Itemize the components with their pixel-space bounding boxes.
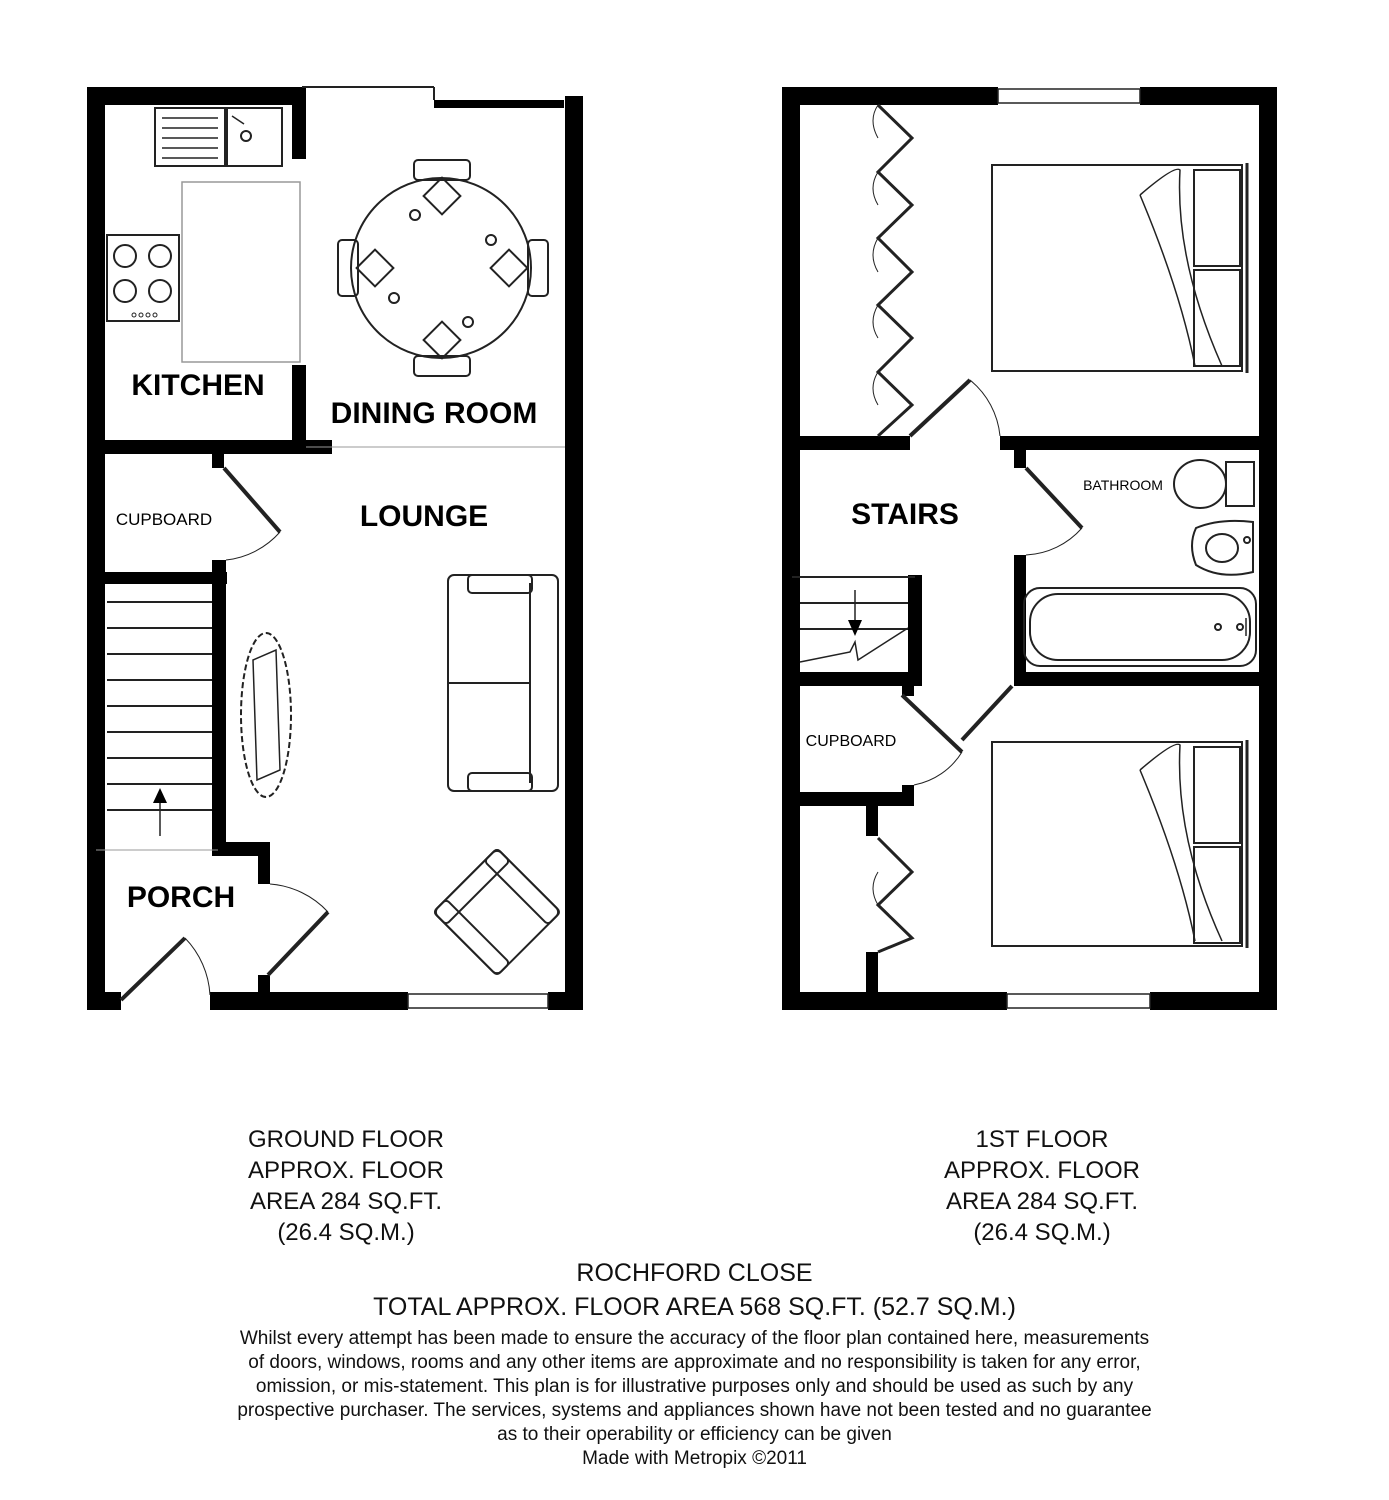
area-line: APPROX. FLOOR xyxy=(943,1157,1141,1184)
stairs-landing-door xyxy=(962,686,1012,740)
area-line: (26.4 SQ.M.) xyxy=(277,1219,415,1246)
bedroom2-window xyxy=(1007,994,1150,1008)
wardrobe2-wall-bottom xyxy=(866,952,878,992)
property-name: ROCHFORD CLOSE xyxy=(576,1259,813,1287)
disclaimer-line: Whilst every attempt has been made to ensure the accuracy of the floor plan contained here, measurements xyxy=(239,1328,1150,1349)
place-setting xyxy=(424,178,461,215)
ground-floor-area xyxy=(196,1124,496,1248)
room-label-porch: PORCH xyxy=(126,881,236,914)
bedroom1-door xyxy=(910,380,970,436)
lounge-window xyxy=(408,994,548,1008)
bath-door-jamb xyxy=(1014,450,1026,468)
ground-south-wall-b xyxy=(210,992,408,1010)
ground-west-wall xyxy=(87,87,105,1007)
place-setting xyxy=(357,250,394,287)
cupboard-south-wall xyxy=(87,572,227,584)
place-setting xyxy=(491,250,528,287)
porch-front-door xyxy=(121,938,185,1000)
disclaimer-line: of doors, windows, rooms and any other items are approximate and no responsibility is taken for any error, xyxy=(248,1352,1141,1373)
wardrobe-doors xyxy=(878,838,912,952)
room-label-cupboard: CUPBOARD xyxy=(115,510,213,529)
wardrobe2-wall-top xyxy=(866,806,878,836)
area-line: AREA 284 SQ.FT. xyxy=(249,1188,443,1215)
area-line: GROUND FLOOR xyxy=(247,1126,444,1153)
area-line: (26.4 SQ.M.) xyxy=(973,1219,1111,1246)
rug xyxy=(241,633,291,797)
room-label-lounge: LOUNGE xyxy=(359,500,489,533)
walls xyxy=(87,87,1277,1010)
first-north-wall-b xyxy=(1140,87,1277,105)
dining-table xyxy=(351,178,531,358)
area-line: AREA 284 SQ.FT. xyxy=(945,1188,1139,1215)
bedroom1-south-wall-a xyxy=(800,436,910,450)
bedroom2-door xyxy=(902,695,962,752)
door-swing xyxy=(226,532,280,560)
sink-drain-icon xyxy=(241,131,251,141)
first-west-wall xyxy=(782,87,800,1010)
dining-chair xyxy=(338,240,358,296)
disclaimer-line: prospective purchaser. The services, systems and appliances shown have not been tested and no guarantee xyxy=(237,1400,1152,1421)
hob-ring-icon xyxy=(114,245,136,267)
bedroom1-window xyxy=(998,89,1140,103)
area-line: 1ST FLOOR xyxy=(975,1126,1109,1153)
dining-north-wall xyxy=(434,100,564,108)
ground-south-wall-c xyxy=(548,992,583,1010)
basin xyxy=(1192,521,1253,575)
kitchen-dining-wall-low xyxy=(292,365,306,453)
ground-north-wall xyxy=(87,87,302,105)
stairwell-east-wall xyxy=(908,575,922,685)
credit: Made with Metropix ©2011 xyxy=(582,1448,807,1469)
cupboard2-jamb-bottom xyxy=(902,785,914,806)
armchair xyxy=(433,848,560,975)
arrow-up-icon xyxy=(153,788,167,803)
bedroom1-south-wall-b xyxy=(1000,436,1260,450)
porch-inner-door xyxy=(268,912,328,975)
toilet xyxy=(1174,460,1226,508)
first-floor-area xyxy=(892,1124,1192,1248)
disclaimer-line: as to their operability or efficiency can be given xyxy=(497,1424,892,1445)
first-east-wall xyxy=(1259,87,1277,1010)
porch-door-jamb xyxy=(258,975,270,995)
sink-bowl xyxy=(227,108,282,166)
wardrobe-doors xyxy=(878,105,912,436)
cupboard2-south-wall xyxy=(800,792,914,806)
first-south-wall-a xyxy=(782,992,1007,1010)
hob-ring-icon xyxy=(149,245,171,267)
bath-south-wall xyxy=(1014,672,1260,686)
coffee-table xyxy=(253,650,280,780)
bathroom-door xyxy=(1026,468,1082,528)
disclaimer-line: omission, or mis-statement. This plan is for illustrative purposes only and should be used as such by any xyxy=(255,1376,1134,1397)
cupboard-door-jamb xyxy=(212,454,224,468)
room-label-cupboard-first: CUPBOARD xyxy=(805,733,897,750)
stairwell-south-wall xyxy=(800,672,922,686)
kitchen-south-wall xyxy=(87,440,332,454)
disclaimer xyxy=(105,1327,1285,1447)
hob-ring-icon xyxy=(114,280,136,302)
room-label-kitchen: KITCHEN xyxy=(131,369,265,402)
room-label-stairs: STAIRS xyxy=(851,498,959,531)
footer xyxy=(0,1256,1389,1471)
kitchen-dining-wall xyxy=(292,87,306,159)
cupboard-door xyxy=(224,468,280,532)
bed xyxy=(992,165,1242,371)
place-setting xyxy=(424,322,461,359)
ground-south-wall-a xyxy=(87,992,121,1010)
porch-east-wall xyxy=(258,842,270,884)
first-north-wall-a xyxy=(782,87,998,105)
first-south-wall-b xyxy=(1150,992,1277,1010)
total-floor-area: TOTAL APPROX. FLOOR AREA 568 SQ.FT. (52.7 SQ.M.) xyxy=(373,1293,1016,1321)
ground-east-wall xyxy=(565,96,583,1010)
kitchen-unit xyxy=(182,182,300,362)
area-line: APPROX. FLOOR xyxy=(247,1157,445,1184)
room-label-bathroom: BATHROOM xyxy=(1083,477,1163,493)
hob-ring-icon xyxy=(149,280,171,302)
room-label-dining-room: DINING ROOM xyxy=(330,397,538,430)
stair-wall xyxy=(212,560,226,852)
